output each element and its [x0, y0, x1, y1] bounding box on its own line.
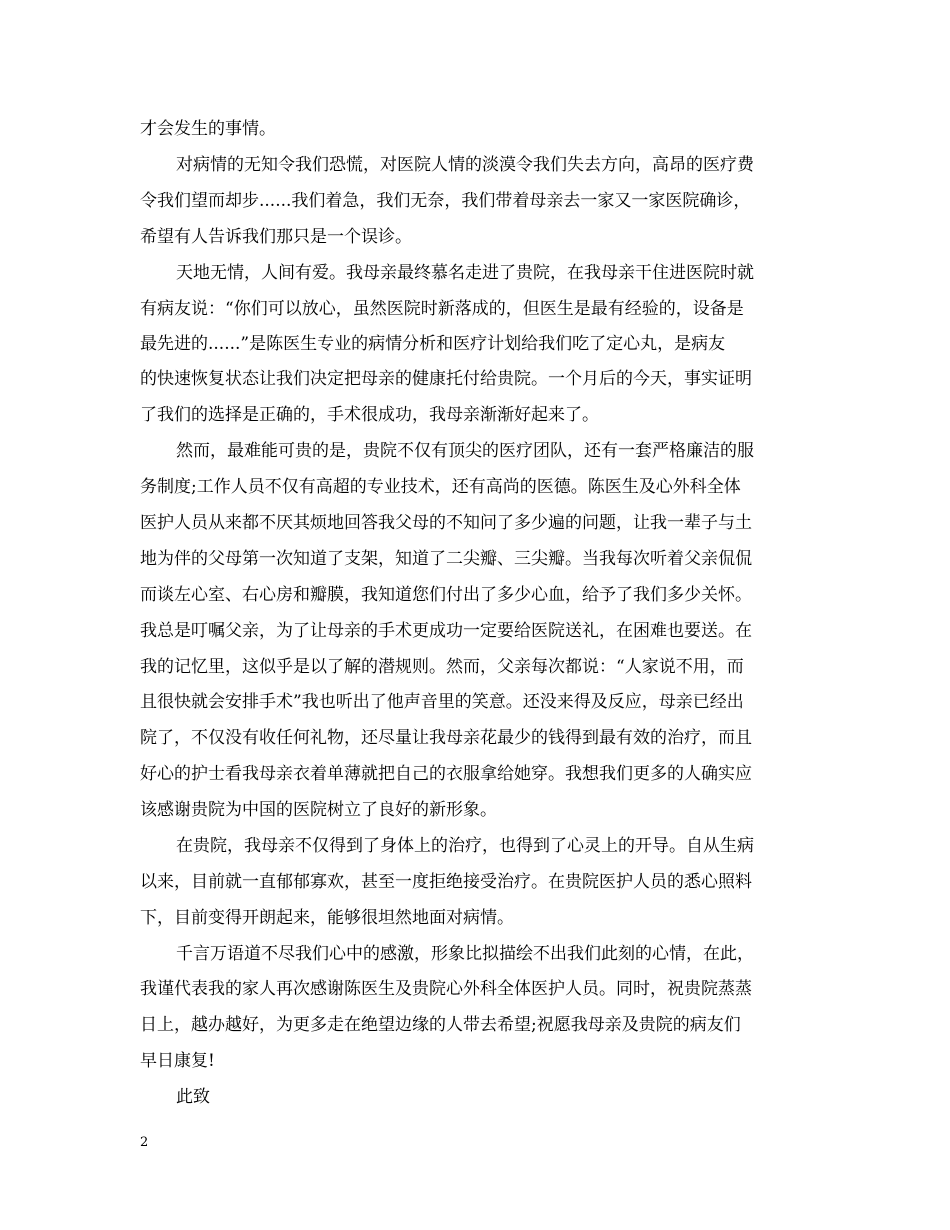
text-line: 该感谢贵院为中国的医院树立了良好的新形象。 [140, 800, 497, 820]
text-line: 然而，最难能可贵的是，贵院不仅有顶尖的医疗团队，还有一套严格廉洁的服 [176, 441, 754, 461]
text-line: 才会发生的事情。 [140, 119, 276, 139]
text-line: 且很快就会安排手术”我也听出了他声音里的笑意。还没来得及反应，母亲已经出 [140, 692, 744, 712]
text-line: 了我们的选择是正确的，手术很成功，我母亲渐渐好起来了。 [140, 405, 599, 425]
text-line: 有病友说：“你们可以放心，虽然医院时新落成的，但医生是最有经验的，设备是 [140, 299, 744, 319]
text-line: 而谈左心室、右心房和瓣膜，我知道您们付出了多少心血，给予了我们多少关怀。 [140, 585, 752, 605]
text-line: 对病情的无知令我们恐慌，对医院人情的淡漠令我们失去方向，高昂的医疗费 [176, 155, 754, 175]
text-line: 院了，不仅没有收任何礼物，还尽量让我母亲花最少的钱得到最有效的治疗，而且 [140, 728, 752, 748]
text-line: 以来，目前就一直郁郁寡欢，甚至一度拒绝接受治疗。在贵院医护人员的悉心照料 [140, 872, 752, 892]
text-line: 在贵院，我母亲不仅得到了身体上的治疗，也得到了心灵上的开导。自从生病 [176, 836, 754, 856]
text-line: 下，目前变得开朗起来，能够很坦然地面对病情。 [140, 908, 514, 928]
text-line: 好心的护士看我母亲衣着单薄就把自己的衣服拿给她穿。我想我们更多的人确实应 [140, 764, 752, 784]
page-number: 2 [140, 1135, 149, 1150]
text-line: 千言万语道不尽我们心中的感激，形象比拟描绘不出我们此刻的心情，在此， [176, 944, 754, 964]
text-line: 此致 [176, 1087, 210, 1107]
text-line: 早日康复! [140, 1051, 215, 1071]
text-line: 天地无情，人间有爱。我母亲最终慕名走进了贵院，在我母亲干住进医院时就 [176, 263, 754, 283]
text-line: 我谨代表我的家人再次感谢陈医生及贵院心外科全体医护人员。同时，祝贵院蒸蒸 [140, 979, 752, 999]
text-line: 令我们望而却步......我们着急，我们无奈，我们带着母亲去一家又一家医院确诊， [140, 191, 751, 211]
text-line: 的快速恢复状态让我们决定把母亲的健康托付给贵院。一个月后的今天，事实证明 [140, 369, 752, 389]
text-line: 我总是叮嘱父亲，为了让母亲的手术更成功一定要给医院送礼，在困难也要送。在 [140, 621, 752, 641]
text-line: 医护人员从来都不厌其烦地回答我父母的不知问了多少遍的问题，让我一辈子与土 [140, 513, 752, 533]
text-line: 我的记忆里，这似乎是以了解的潜规则。然而，父亲每次都说：“人家说不用，而 [140, 657, 744, 677]
text-line: 地为伴的父母第一次知道了支架，知道了二尖瓣、三尖瓣。当我每次听着父亲侃侃 [140, 549, 752, 569]
text-line: 最先进的......”是陈医生专业的病情分析和医疗计划给我们吃了定心丸，是病友 [140, 334, 726, 354]
text-line: 务制度;工作人员不仅有高超的专业技术，还有高尚的医德。陈医生及心外科全体 [140, 477, 741, 497]
text-line: 日上，越办越好，为更多走在绝望边缘的人带去希望;祝愿我母亲及贵院的病友们 [140, 1015, 741, 1035]
text-line: 希望有人告诉我们那只是一个误诊。 [140, 227, 412, 247]
